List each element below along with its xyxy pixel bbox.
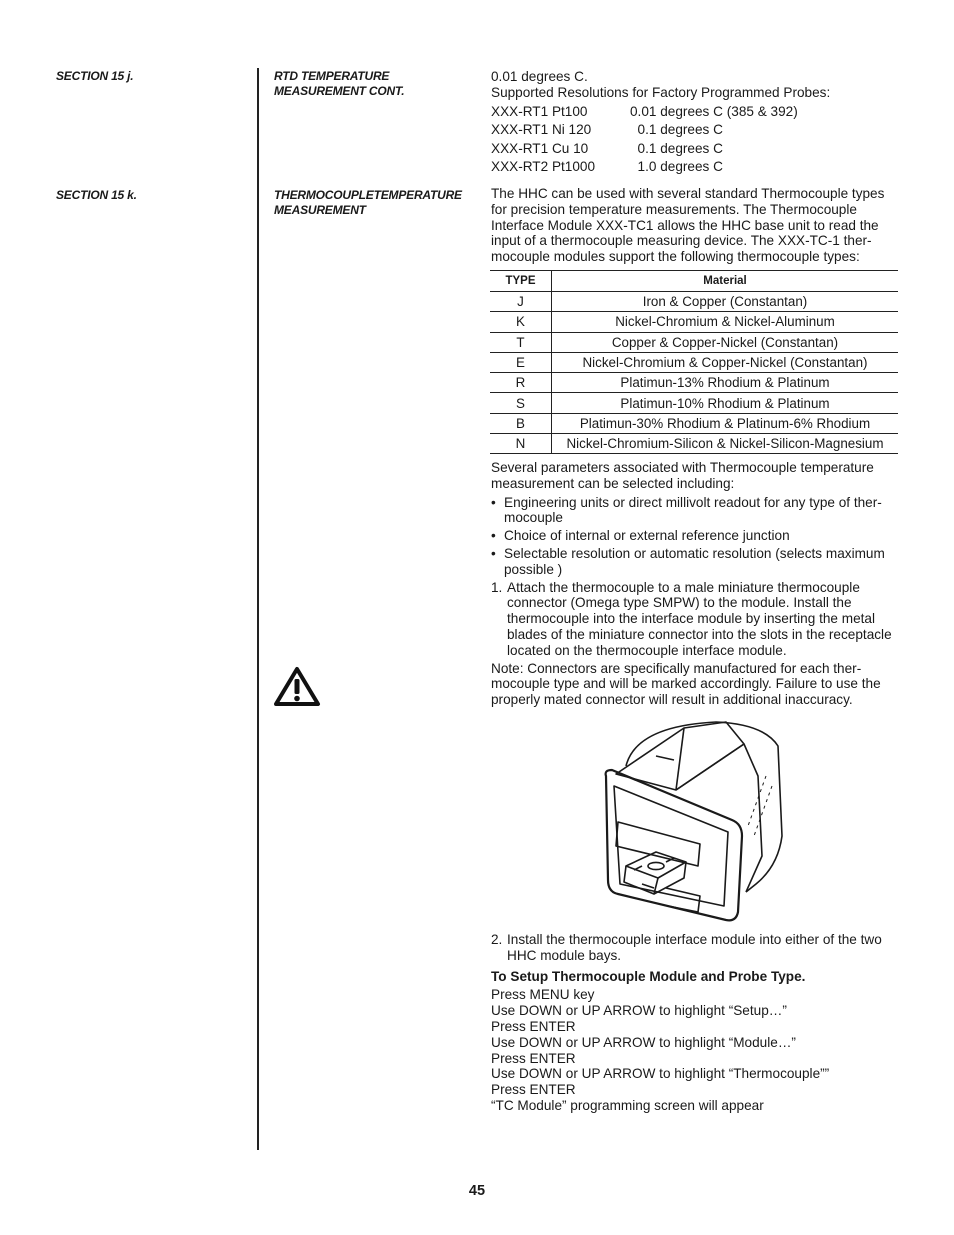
tc-params-lines — [491, 460, 901, 492]
rtd-line2: Supported Resolutions for Factory Programmed Probes: — [491, 84, 831, 100]
tc-intro-line: input of a thermocouple measuring device. The XXX-TC-1 ther- — [491, 233, 872, 249]
step-2 — [491, 932, 901, 964]
table-row — [490, 413, 898, 433]
tc-parameters-block — [491, 460, 901, 708]
params-line: Several parameters associated with Thermocouple temperature — [491, 460, 874, 475]
step-2-line: HHC module bays. — [507, 947, 622, 963]
table-cell-material: Nickel-Chromium-Silicon & Nickel-Silicon-Magnesium — [552, 434, 899, 454]
table-cell-material: Copper & Copper-Nickel (Constantan) — [552, 332, 899, 352]
step-2-line: Install the thermocouple interface module into either of the two — [507, 932, 882, 947]
bullet-line: • Choice of internal or external reference junction — [504, 528, 790, 544]
setup-heading: To Setup Thermocouple Module and Probe Type. — [491, 968, 806, 984]
step-1 — [491, 580, 901, 659]
setup-line: Press ENTER — [491, 1018, 576, 1034]
table-cell-type: B — [490, 413, 552, 433]
setup-line: Use DOWN or UP ARROW to highlight “Thermocouple”” — [491, 1066, 830, 1082]
table-header-material: Material — [552, 271, 899, 292]
section-15j-label: SECTION 15 j. — [56, 69, 134, 83]
setup-line: Use DOWN or UP ARROW to highlight “Setup…” — [491, 1003, 787, 1019]
table-row — [490, 332, 898, 352]
table-header-type: TYPE — [490, 271, 552, 292]
table-header-row — [490, 271, 898, 292]
table-cell-material: Platimun-13% Rhodium & Platinum — [552, 373, 899, 393]
column-divider — [257, 68, 259, 1150]
step-1-text — [507, 580, 901, 659]
rtd-resolution-row — [491, 158, 830, 177]
bullet-line: mocouple — [504, 510, 563, 526]
table-row — [490, 312, 898, 332]
tc-intro — [491, 186, 884, 265]
table-cell-type: T — [490, 332, 552, 352]
rtd-probe-name: XXX-RT1 Ni 120 — [491, 122, 592, 138]
rtd-probe-name: XXX-RT2 Pt1000 — [491, 159, 596, 175]
note-line: Note: Connectors are specifically manufactured for each ther- — [491, 660, 862, 676]
rtd-resolution-list — [491, 103, 830, 177]
table-row — [490, 393, 898, 413]
table-cell-type: J — [490, 292, 552, 312]
section-15k-title-line2: MEASUREMENT — [274, 203, 366, 217]
rtd-line1: 0.01 degrees C. — [491, 69, 588, 84]
step-1-line: thermocouple into the interface module by inserting the metal — [507, 611, 875, 627]
setup-block — [491, 932, 901, 1114]
step-2-number: 2. — [491, 932, 503, 947]
note-line: properly mated connector will result in additional inaccuracy. — [491, 692, 853, 708]
bullet-line: • Selectable resolution or automatic resolution (selects maximum — [504, 545, 885, 561]
rtd-resolution-value: 0.1 degrees C — [630, 122, 723, 138]
table-cell-type: E — [490, 352, 552, 372]
section-15k-title-line1: THERMOCOUPLETEMPERATURE — [274, 188, 462, 202]
table-cell-material: Iron & Copper (Constantan) — [552, 292, 899, 312]
table-cell-material: Platimun-10% Rhodium & Platinum — [552, 393, 899, 413]
rtd-resolution-row — [491, 121, 830, 140]
note-line: mocouple type and will be marked accordingly. Failure to use the — [491, 676, 881, 692]
rtd-resolution-value: 0.01 degrees C (385 & 392) — [630, 103, 798, 119]
page-number: 45 — [468, 1183, 486, 1199]
table-row — [490, 373, 898, 393]
rtd-resolution-row — [491, 103, 830, 122]
setup-line: Press MENU key — [491, 987, 595, 1003]
rtd-text-block — [491, 69, 830, 177]
section-15k-title — [274, 188, 462, 218]
table-row — [490, 434, 898, 454]
warning-triangle-icon — [273, 666, 321, 708]
bullet-line: possible ) — [504, 561, 563, 577]
tc-intro-line: for precision temperature measurements. The Thermocouple — [491, 201, 857, 217]
setup-line: Use DOWN or UP ARROW to highlight “Module…” — [491, 1034, 796, 1050]
list-item — [491, 546, 901, 578]
step-1-line: located on the thermocouple interface module. — [507, 642, 787, 658]
table-cell-material: Nickel-Chromium & Nickel-Aluminum — [552, 312, 899, 332]
bullet-line: • Engineering units or direct millivolt readout for any type of ther- — [504, 494, 882, 510]
rtd-resolution-row — [491, 140, 830, 159]
params-line: measurement can be selected including: — [491, 475, 735, 491]
section-15j-title — [274, 69, 404, 99]
table-row — [490, 352, 898, 372]
step-2-text — [507, 932, 901, 964]
section-15k-label: SECTION 15 k. — [56, 188, 137, 202]
step-1-line: Attach the thermocouple to a male miniature thermocouple — [507, 579, 860, 595]
list-item — [491, 495, 901, 527]
rtd-probe-name: XXX-RT1 Cu 10 — [491, 140, 589, 156]
step-1-number: 1. — [491, 579, 503, 595]
list-item — [491, 528, 901, 544]
table-cell-type: S — [490, 393, 552, 413]
table-cell-material: Platimun-30% Rhodium & Platinum-6% Rhodium — [552, 413, 899, 433]
section-15j-title-line2: MEASUREMENT CONT. — [274, 84, 405, 98]
note-text — [491, 661, 901, 708]
thermocouple-type-table — [490, 270, 898, 454]
tc-parameter-bullets — [491, 495, 901, 578]
rtd-resolution-value: 1.0 degrees C — [630, 159, 723, 175]
setup-line: Press ENTER — [491, 1050, 576, 1066]
tc-intro-line: Interface Module XXX-TC1 allows the HHC base unit to read the — [491, 217, 879, 233]
table-cell-material: Nickel-Chromium & Copper-Nickel (Constantan) — [552, 352, 899, 372]
tc-intro-line: The HHC can be used with several standard Thermocouple types — [491, 186, 885, 201]
table-cell-type: K — [490, 312, 552, 332]
setup-line: Press ENTER — [491, 1082, 576, 1098]
thermocouple-module-illustration — [596, 716, 792, 930]
setup-steps — [491, 987, 901, 1113]
tc-intro-line: mocouple modules support the following thermocouple types: — [491, 249, 860, 265]
step-1-line: blades of the miniature connector into the slots in the receptacle — [507, 626, 892, 642]
setup-line: “TC Module” programming screen will appear — [491, 1097, 764, 1113]
rtd-resolution-value: 0.1 degrees C — [630, 140, 723, 156]
rtd-probe-name: XXX-RT1 Pt100 — [491, 103, 588, 119]
step-1-line: connector (Omega type SMPW) to the module. Install the — [507, 595, 852, 611]
tc-intro-lines — [491, 186, 884, 265]
table-cell-type: R — [490, 373, 552, 393]
table-cell-type: N — [490, 434, 552, 454]
section-15j-title-line1: RTD TEMPERATURE — [274, 69, 390, 83]
table-row — [490, 292, 898, 312]
